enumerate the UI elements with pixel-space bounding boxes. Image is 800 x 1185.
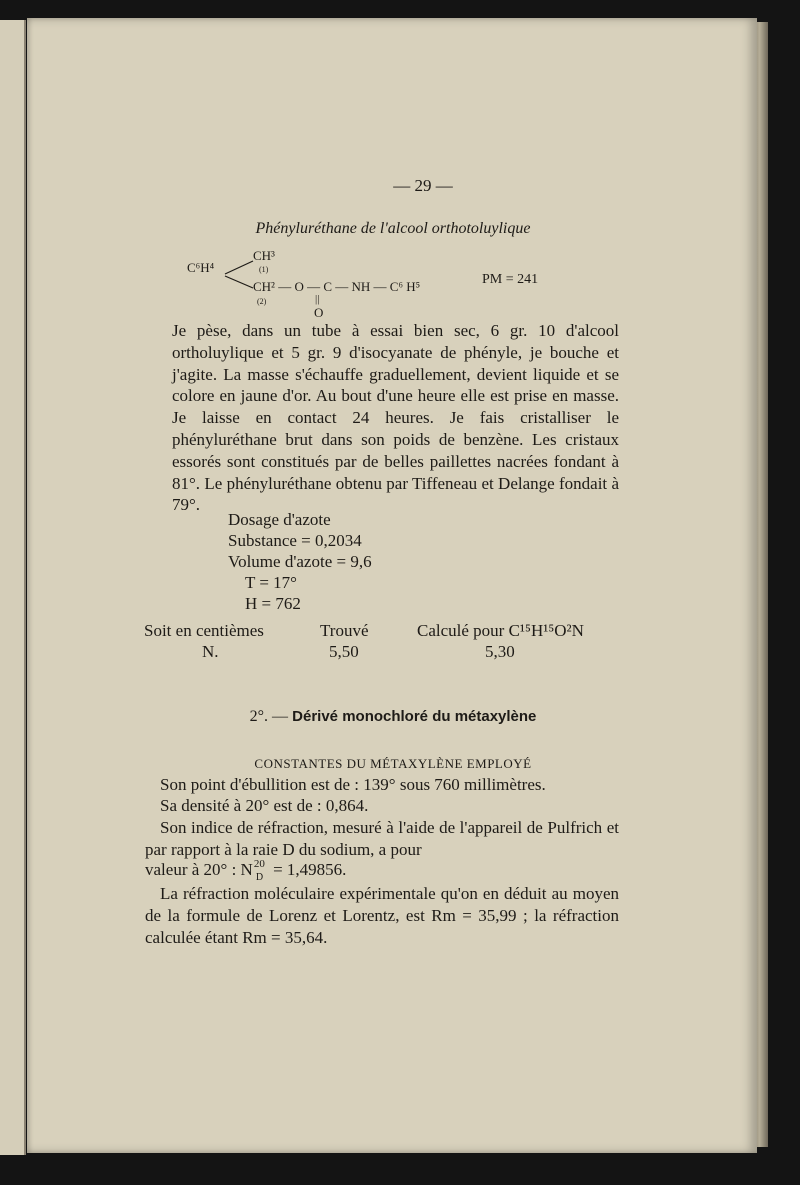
previous-page-edge: [0, 20, 26, 1155]
results-found-value: 5,50: [329, 642, 359, 661]
molecular-refraction-paragraph: La réfraction moléculaire expérimentale qu'on en déduit au moyen de la formule de Lorenz et Lorentz, est Rm = 35,99 ; la réfraction calculée étant Rm = 35,64.: [145, 884, 619, 947]
dosage-title: Dosage d'azote: [228, 510, 331, 529]
page-number: — 29 —: [393, 176, 453, 195]
refraction-sup: 20: [253, 858, 265, 870]
formula-double-bond: ||: [315, 293, 320, 305]
formula-oxygen: O: [314, 305, 324, 320]
constants-heading: CONSTANTES DU MÉTAXYLÈNE EMPLOYÉ: [254, 756, 532, 771]
dosage-substance: Substance = 0,2034: [228, 531, 362, 550]
refraction-suffix: = 1,49856.: [268, 860, 347, 879]
results-header-found: Trouvé: [320, 621, 369, 640]
section-title: Phényluréthane de l'alcool orthotoluylique: [255, 220, 531, 237]
formula-c6h4: C⁶H⁴: [187, 260, 215, 275]
section-heading-2: [27, 708, 759, 726]
section-heading-text: Dérivé monochloré du métaxylène: [292, 708, 537, 725]
refraction-prefix: valeur à 20° : N: [145, 860, 253, 879]
results-header-label: Soit en centièmes: [144, 621, 264, 640]
dosage-volume: Volume d'azote = 9,6: [228, 552, 372, 571]
molecular-weight: PM = 241: [482, 272, 539, 287]
formula-position-2: (2): [257, 297, 267, 306]
formula-chain: CH² — O — C — NH — C⁶ H⁵: [253, 279, 421, 294]
boiling-point-line: Son point d'ébullition est de : 139° sous 760 millimètres.: [160, 775, 546, 794]
section-heading-number: 2°. —: [249, 708, 288, 725]
dosage-temperature: T = 17°: [245, 573, 297, 592]
dosage-pressure: H = 762: [245, 594, 301, 613]
book-page: [27, 18, 757, 1153]
formula-position-1: (1): [259, 265, 269, 274]
paragraph-procedure: Je pèse, dans un tube à essai bien sec, 6 gr. 10 d'alcool ortholuylique et 5 gr. 9 d'isocyanate de phényle, je bouche et j'agite. La masse s'échauffe graduellement, devient liquide et se colore en jaune d'or. Au bout d'une heure elle est prise en masse. Je laisse en contact 24 heures. Je fais cristalliser le phényluréthane brut dans son poids de benzène. Les cristaux essorés sont constitués par de belles paillettes nacrées fondant à 81°. Le phényluréthane obtenu par Tiffeneau et Delange fondait à 79°.: [172, 321, 619, 515]
refraction-index-value: [145, 858, 347, 883]
results-calculated-value: 5,30: [485, 642, 515, 661]
results-header-calculated: Calculé pour C¹⁵H¹⁵O²N: [417, 621, 584, 640]
refraction-index-paragraph: Son indice de réfraction, mesuré à l'aide de l'appareil de Pulfrich et par rapport à la raie D du sodium, a pour: [145, 818, 619, 859]
results-row-label: N.: [202, 642, 219, 661]
formula-ch3: CH³: [253, 248, 275, 263]
refraction-sub: D: [255, 872, 264, 883]
density-line: Sa densité à 20° est de : 0,864.: [160, 796, 369, 815]
